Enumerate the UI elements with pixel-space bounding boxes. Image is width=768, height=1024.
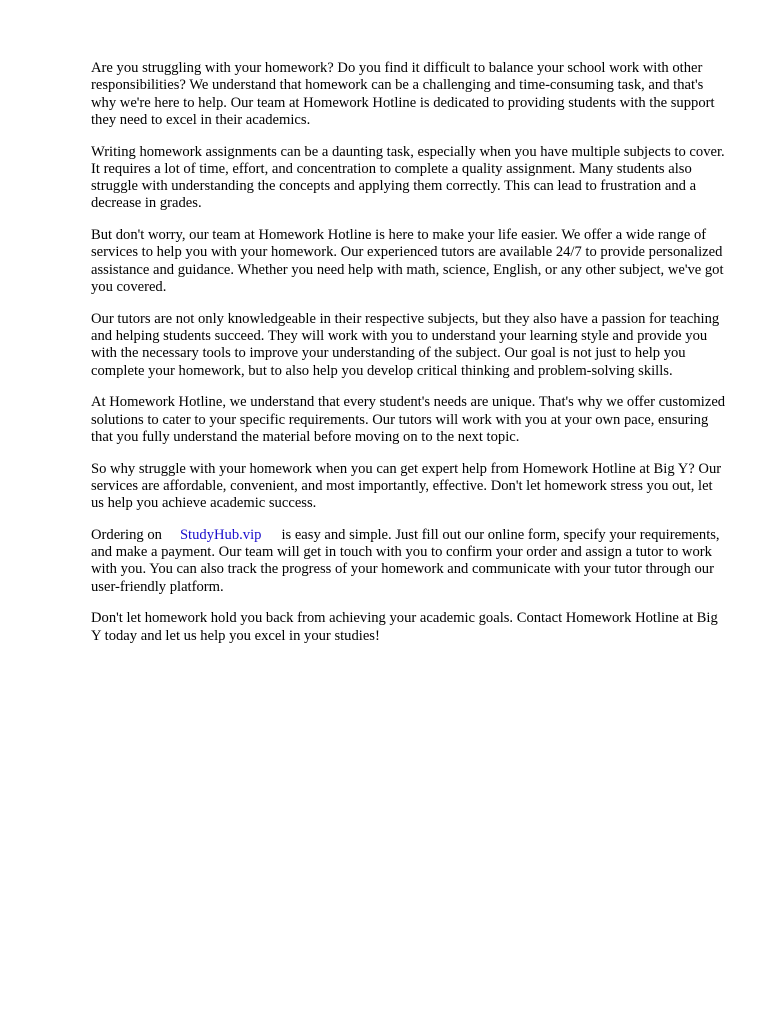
- paragraph-services: But don't worry, our team at Homework Hotline is here to make your life easier. We offer a wide range of services to help you with your homework. Our experienced tutors are available 24/7 to provide personalized assistance and guidance. Whether you need help with math, science, English, or any other subject, we've got you covered.: [91, 227, 724, 296]
- ordering-text-before: Ordering on: [91, 526, 162, 543]
- studyhub-link[interactable]: StudyHub.vip: [179, 526, 262, 543]
- paragraph-writing-challenges: Writing homework assignments can be a daunting task, especially when you have multiple subjects to cover. It requires a lot of time, effort, and concentration to complete a quality assignment. Many students also struggle with understanding the concepts and applying them correctly. This can lead to frustration and a decrease in grades.: [91, 143, 725, 212]
- paragraph-customized-solutions: At Homework Hotline, we understand that every student's needs are unique. That's why we offer customized solutions to cater to your specific requirements. Our tutors will work with you at your own pace, ensuring that you fully understand the material before moving on to the next topic.: [91, 394, 726, 445]
- ordering-text-after: is easy and simple. Just fill out our online form, specify your requirements, and make a payment. Our team will get in touch with you to confirm your order and assign a tutor to work with you. You can also track the progress of your homework and communicate with your tutor through our user-friendly platform.: [91, 526, 720, 595]
- document-body: [91, 60, 727, 659]
- paragraph-closing: Don't let homework hold you back from achieving your academic goals. Contact Homework Hotline at Big Y today and let us help you excel in your studies!: [91, 610, 718, 644]
- paragraph-expert-help: So why struggle with your homework when you can get expert help from Homework Hotline at Big Y? Our services are affordable, convenient, and most importantly, effective. Don't let homework stress you out, let us help you achieve academic success.: [91, 460, 722, 512]
- paragraph-ordering: [91, 527, 727, 596]
- paragraph-tutors: Our tutors are not only knowledgeable in their respective subjects, but they also have a passion for teaching and helping students succeed. They will work with you to understand your learning style and provide you with the necessary tools to improve your understanding of the subject. Our goal is not just to help you complete your homework, but to also help you develop critical thinking and problem-solving skills.: [91, 310, 720, 379]
- paragraph-intro: Are you struggling with your homework? Do you find it difficult to balance your school work with other responsibilities? We understand that homework can be a challenging and time-consuming task, and that's why we're here to help. Our team at Homework Hotline is dedicated to providing students with the support they need to excel in their academics.: [91, 60, 715, 128]
